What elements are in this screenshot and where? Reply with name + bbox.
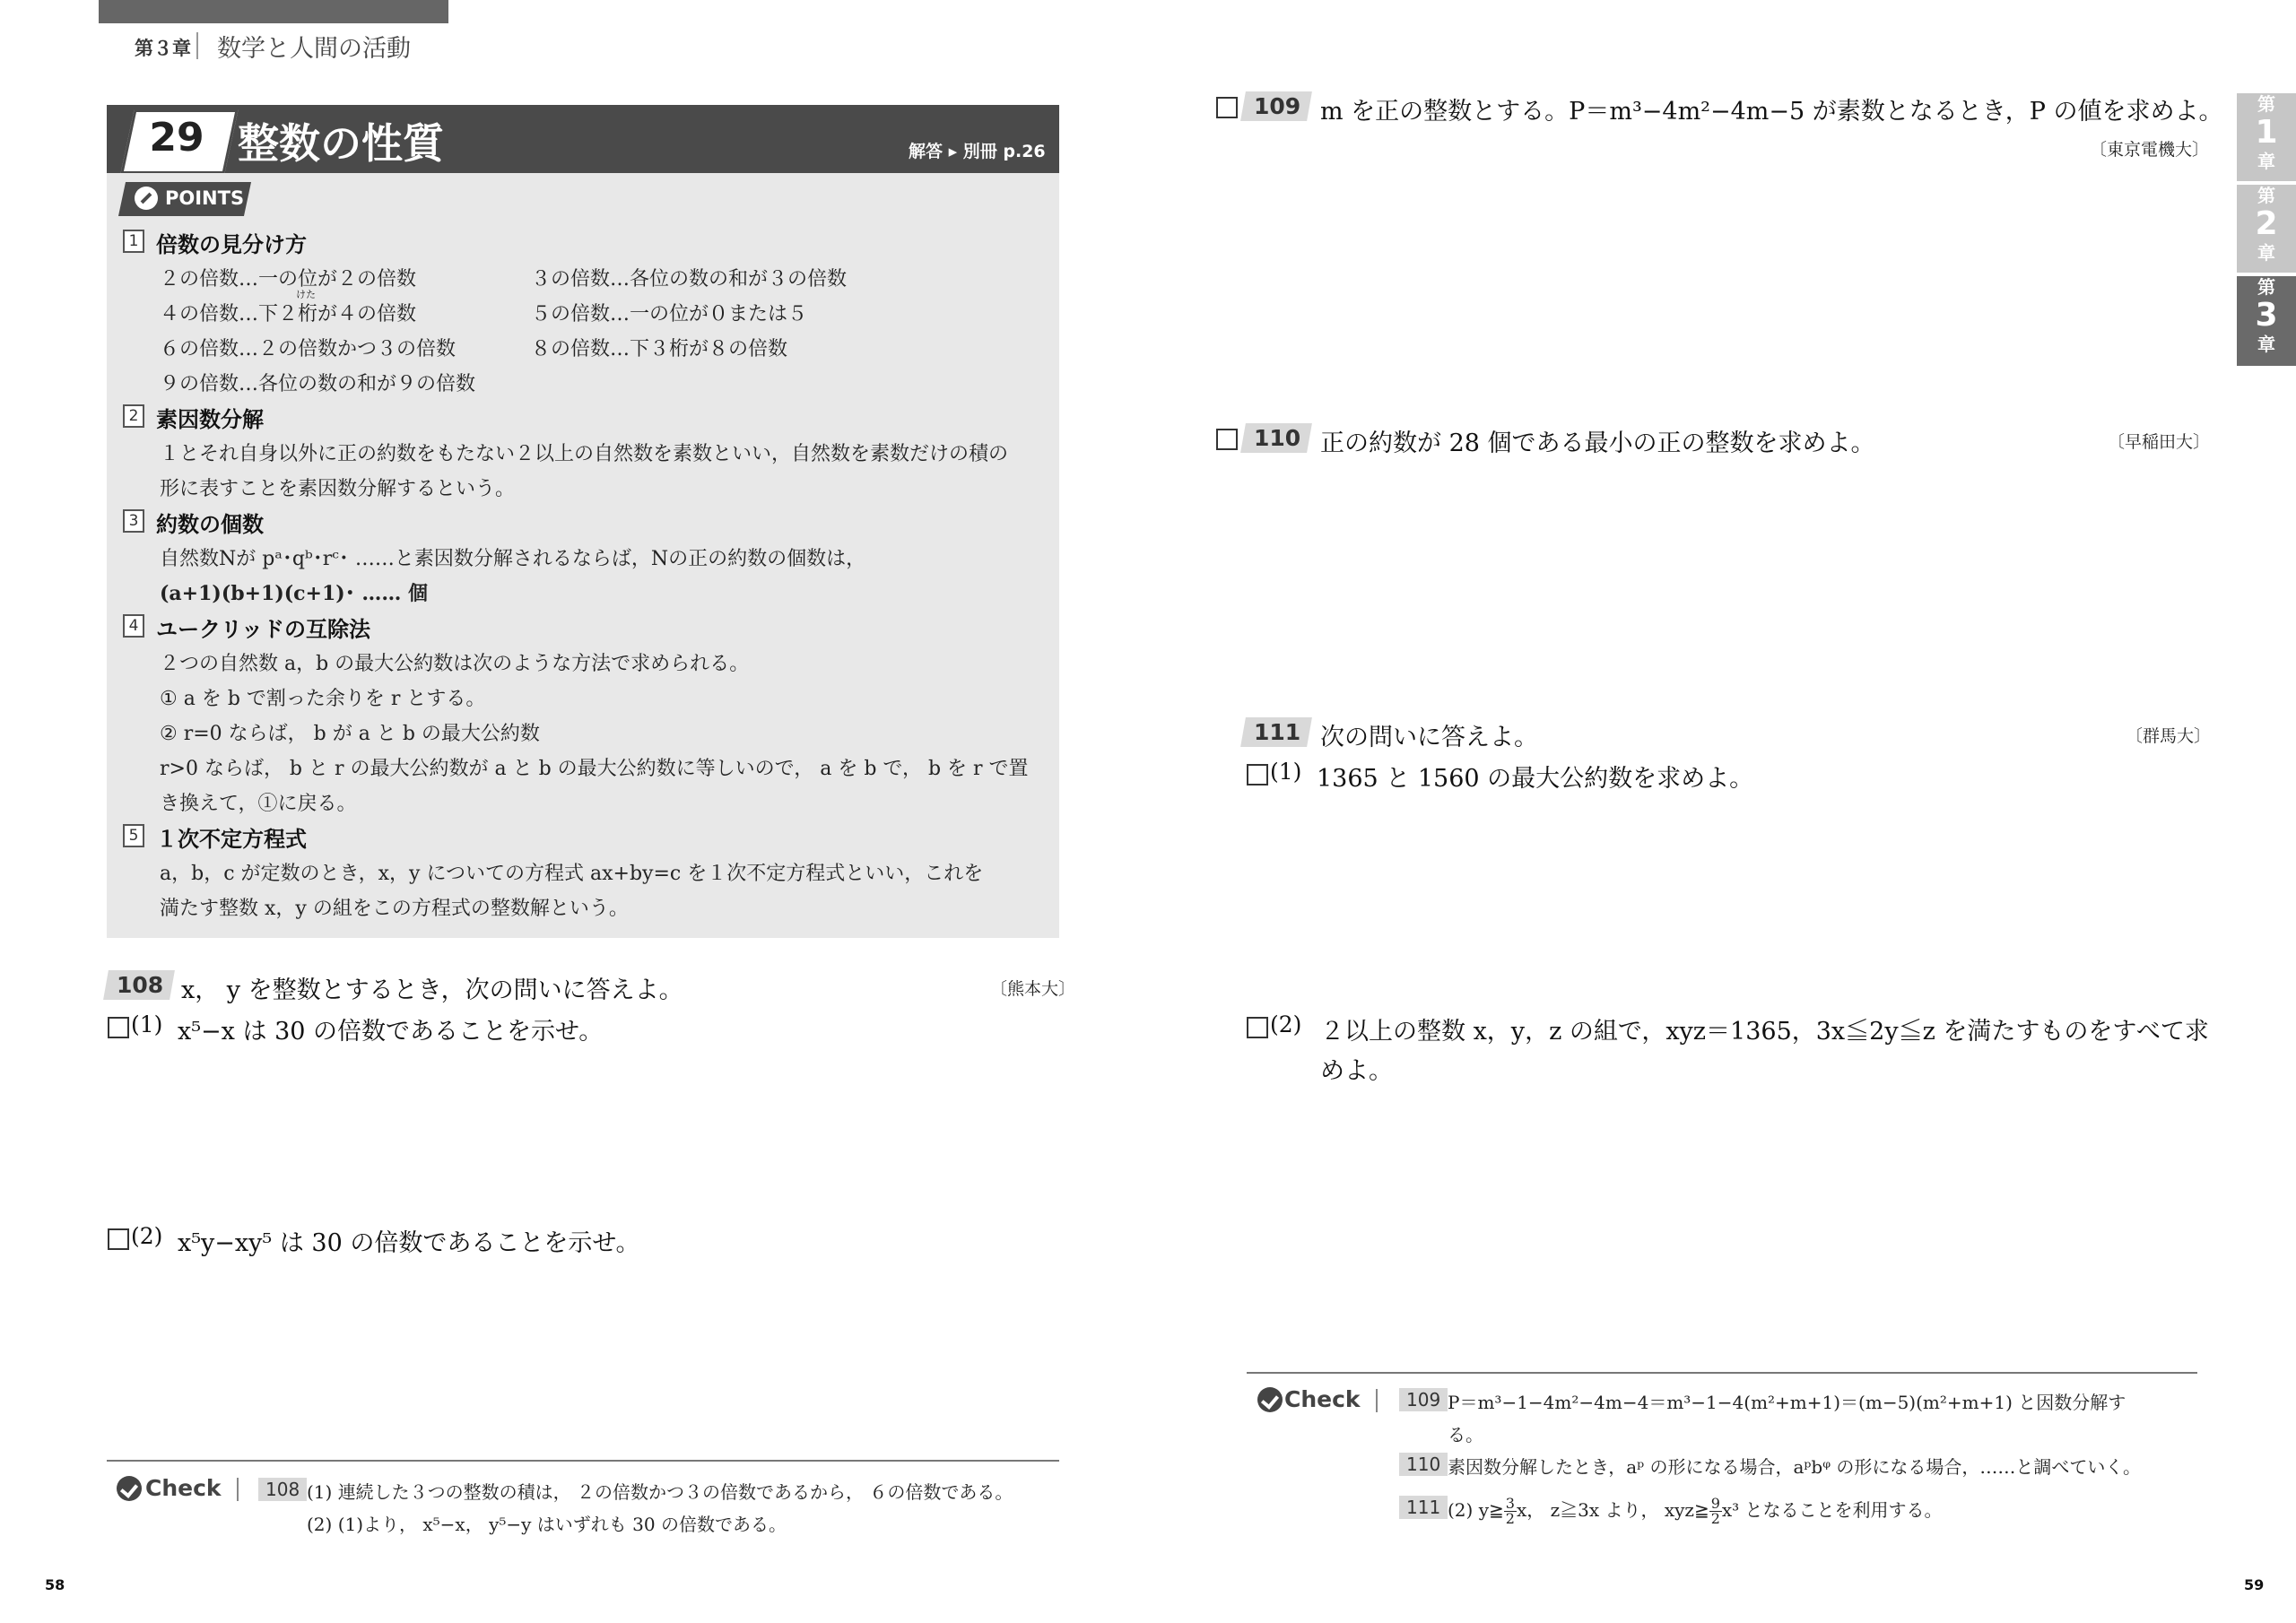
checkmark-icon bbox=[117, 1476, 142, 1501]
check-label: 111 bbox=[1399, 1496, 1448, 1519]
problem-text: x， y を整数とするとき，次の問いに答えよ。 bbox=[181, 976, 683, 1004]
check-text: る。 bbox=[1448, 1424, 1483, 1445]
point-number: 5 bbox=[123, 824, 144, 847]
check-divider bbox=[107, 1460, 1059, 1462]
check-text-111 bbox=[1448, 1485, 1943, 1535]
problem-label: 111 bbox=[1240, 717, 1312, 747]
point-heading: 約数の個数 bbox=[156, 512, 264, 537]
subproblem-number: (2) bbox=[131, 1223, 163, 1249]
points-label: POINTS bbox=[165, 187, 245, 209]
problem-label: 108 bbox=[103, 970, 175, 1000]
check-text-part: x³ となることを利用する。 bbox=[1721, 1499, 1943, 1521]
check-label: 109 bbox=[1399, 1388, 1448, 1411]
page-number-right: 59 bbox=[2244, 1576, 2265, 1593]
point-number: 2 bbox=[123, 404, 144, 428]
problem-source: 〔群馬大〕 bbox=[2126, 726, 2212, 746]
point-text: r>0 ならば， b と r の最大公約数が a と b の最大公約数に等しいので， a を b で， b を r で置 bbox=[160, 758, 1029, 780]
check-separator bbox=[237, 1478, 239, 1501]
check-text-part: x， z≧3x より， xyz≧ bbox=[1516, 1499, 1709, 1521]
ruby-text: けた bbox=[296, 289, 316, 300]
point-text: １とそれ自身以外に正の約数をもたない２以上の自然数を素数といい，自然数を素数だけの積の bbox=[160, 443, 1009, 465]
chapter-tab-3[interactable]: 第 3 章 bbox=[2237, 276, 2296, 366]
subproblem-text: x⁵y−xy⁵ は 30 の倍数であることを示せ。 bbox=[178, 1229, 640, 1257]
point-number: 3 bbox=[123, 509, 144, 533]
pencil-icon bbox=[135, 187, 158, 210]
header-divider bbox=[196, 32, 198, 59]
check-label: 108 bbox=[258, 1478, 307, 1501]
point-text: a，b，c が定数のとき，x，y についての方程式 ax+by=c を１次不定方程式といい，これを bbox=[160, 863, 984, 885]
check-text: P＝m³−1−4m²−4m−4＝m³−1−4(m²+m+1)＝(m−5)(m²+m+1) と因数分解す bbox=[1448, 1392, 2126, 1413]
point-text: ８の倍数…下３桁が８の倍数 bbox=[531, 338, 788, 360]
problem-text: 次の問いに答えよ。 bbox=[1320, 724, 1538, 751]
problem-text: 正の約数が 28 個である最小の正の整数を求めよ。 bbox=[1320, 430, 1875, 457]
check-title: Check bbox=[145, 1475, 222, 1501]
subproblem-text: めよ。 bbox=[1320, 1057, 1393, 1085]
check-text: (1) 連続した３つの整数の積は， ２の倍数かつ３の倍数であるから， ６の倍数である。 bbox=[307, 1481, 1013, 1503]
check-separator bbox=[1376, 1389, 1378, 1412]
point-text: (a+1)(b+1)(c+1)･ …… 個 bbox=[160, 582, 429, 605]
check-title: Check bbox=[1284, 1386, 1361, 1412]
subproblem-text: x⁵−x は 30 の倍数であることを示せ。 bbox=[178, 1018, 604, 1046]
point-text: き換えて，①に戻る。 bbox=[160, 793, 357, 815]
problem-source: 〔早稲田大〕 bbox=[2108, 432, 2211, 452]
point-number: 4 bbox=[123, 614, 144, 638]
chapter-tab-1[interactable]: 第 1 章 bbox=[2237, 93, 2296, 181]
problem-label: 109 bbox=[1240, 91, 1312, 121]
problem-source: 〔東京電機大〕 bbox=[2090, 140, 2210, 160]
problem-checkbox[interactable] bbox=[108, 1228, 129, 1250]
point-heading: 倍数の見分け方 bbox=[156, 232, 307, 257]
problem-text: m を正の整数とする。P＝m³−4m²−4m−5 が素数となるとき，P の値を求めよ。 bbox=[1320, 98, 2223, 126]
header-tab-bar bbox=[99, 0, 448, 23]
page-number-left: 58 bbox=[45, 1576, 65, 1593]
point-heading: 素因数分解 bbox=[156, 407, 264, 432]
point-text: 満たす整数 x，y の組をこの方程式の整数解という。 bbox=[160, 898, 629, 920]
fraction: $\frac{3}{2}$ bbox=[1505, 1495, 1515, 1527]
section-title: 整数の性質 bbox=[238, 119, 444, 168]
point-text: ② r=0 ならば， b が a と b の最大公約数 bbox=[160, 723, 540, 745]
fraction: $\frac{9}{2}$ bbox=[1710, 1495, 1720, 1527]
point-text: ６の倍数…２の倍数かつ３の倍数 bbox=[160, 338, 457, 360]
checkmark-icon bbox=[1257, 1387, 1283, 1412]
subproblem-number: (1) bbox=[131, 1011, 163, 1037]
problem-checkbox[interactable] bbox=[1216, 97, 1238, 118]
point-text: ２つの自然数 a，b の最大公約数は次のような方法で求められる。 bbox=[160, 653, 750, 675]
point-text: ① a を b で割った余りを r とする。 bbox=[160, 688, 486, 710]
problem-checkbox[interactable] bbox=[108, 1017, 129, 1038]
check-text: 素因数分解したとき，aᵖ の形になる場合，aᵖbᵠ の形になる場合，……と調べていく。 bbox=[1448, 1456, 2141, 1478]
problem-source: 〔熊本大〕 bbox=[990, 979, 1076, 999]
point-text: 自然数Nが pᵃ･qᵇ･rᶜ･ ……と素因数分解されるならば，Nの正の約数の個数は， bbox=[160, 548, 866, 570]
check-label: 110 bbox=[1399, 1453, 1448, 1476]
chapter-label: 第３章 bbox=[135, 38, 191, 59]
point-text: ２の倍数…一の位が２の倍数 bbox=[160, 268, 417, 291]
subproblem-text: 1365 と 1560 の最大公約数を求めよ。 bbox=[1317, 765, 1754, 793]
point-heading: １次不定方程式 bbox=[156, 827, 307, 852]
point-text: ３の倍数…各位の数の和が３の倍数 bbox=[531, 268, 848, 291]
point-number: 1 bbox=[123, 230, 144, 253]
check-text: (2) (1)より， x⁵−x， y⁵−y はいずれも 30 の倍数である。 bbox=[307, 1514, 787, 1535]
answer-reference: 解答 ▸ 別冊 p.26 bbox=[909, 142, 1046, 161]
point-heading: ユークリッドの互除法 bbox=[156, 617, 371, 642]
problem-checkbox[interactable] bbox=[1247, 1017, 1268, 1038]
check-text-part: (2) y≧ bbox=[1448, 1499, 1504, 1521]
point-text: ５の倍数…一の位が０または５ bbox=[531, 303, 808, 325]
chapter-title: 数学と人間の活動 bbox=[217, 35, 411, 63]
subproblem-number: (1) bbox=[1270, 759, 1302, 785]
check-divider bbox=[1247, 1372, 2197, 1374]
section-number: 29 bbox=[149, 115, 204, 161]
chapter-tab-2[interactable]: 第 2 章 bbox=[2237, 185, 2296, 273]
point-text: ９の倍数…各位の数の和が９の倍数 bbox=[160, 373, 476, 395]
subproblem-text: ２以上の整数 x，y，z の組で，xyz＝1365，3x≦2y≦z を満たすものをすべて求 bbox=[1320, 1018, 2209, 1046]
point-text: 形に表すことを素因数分解するという。 bbox=[160, 478, 516, 500]
problem-checkbox[interactable] bbox=[1247, 764, 1268, 785]
subproblem-number: (2) bbox=[1270, 1011, 1302, 1037]
problem-checkbox[interactable] bbox=[1216, 429, 1238, 450]
problem-label: 110 bbox=[1240, 423, 1312, 453]
point-text: ４の倍数…下２桁が４の倍数 bbox=[160, 303, 417, 325]
